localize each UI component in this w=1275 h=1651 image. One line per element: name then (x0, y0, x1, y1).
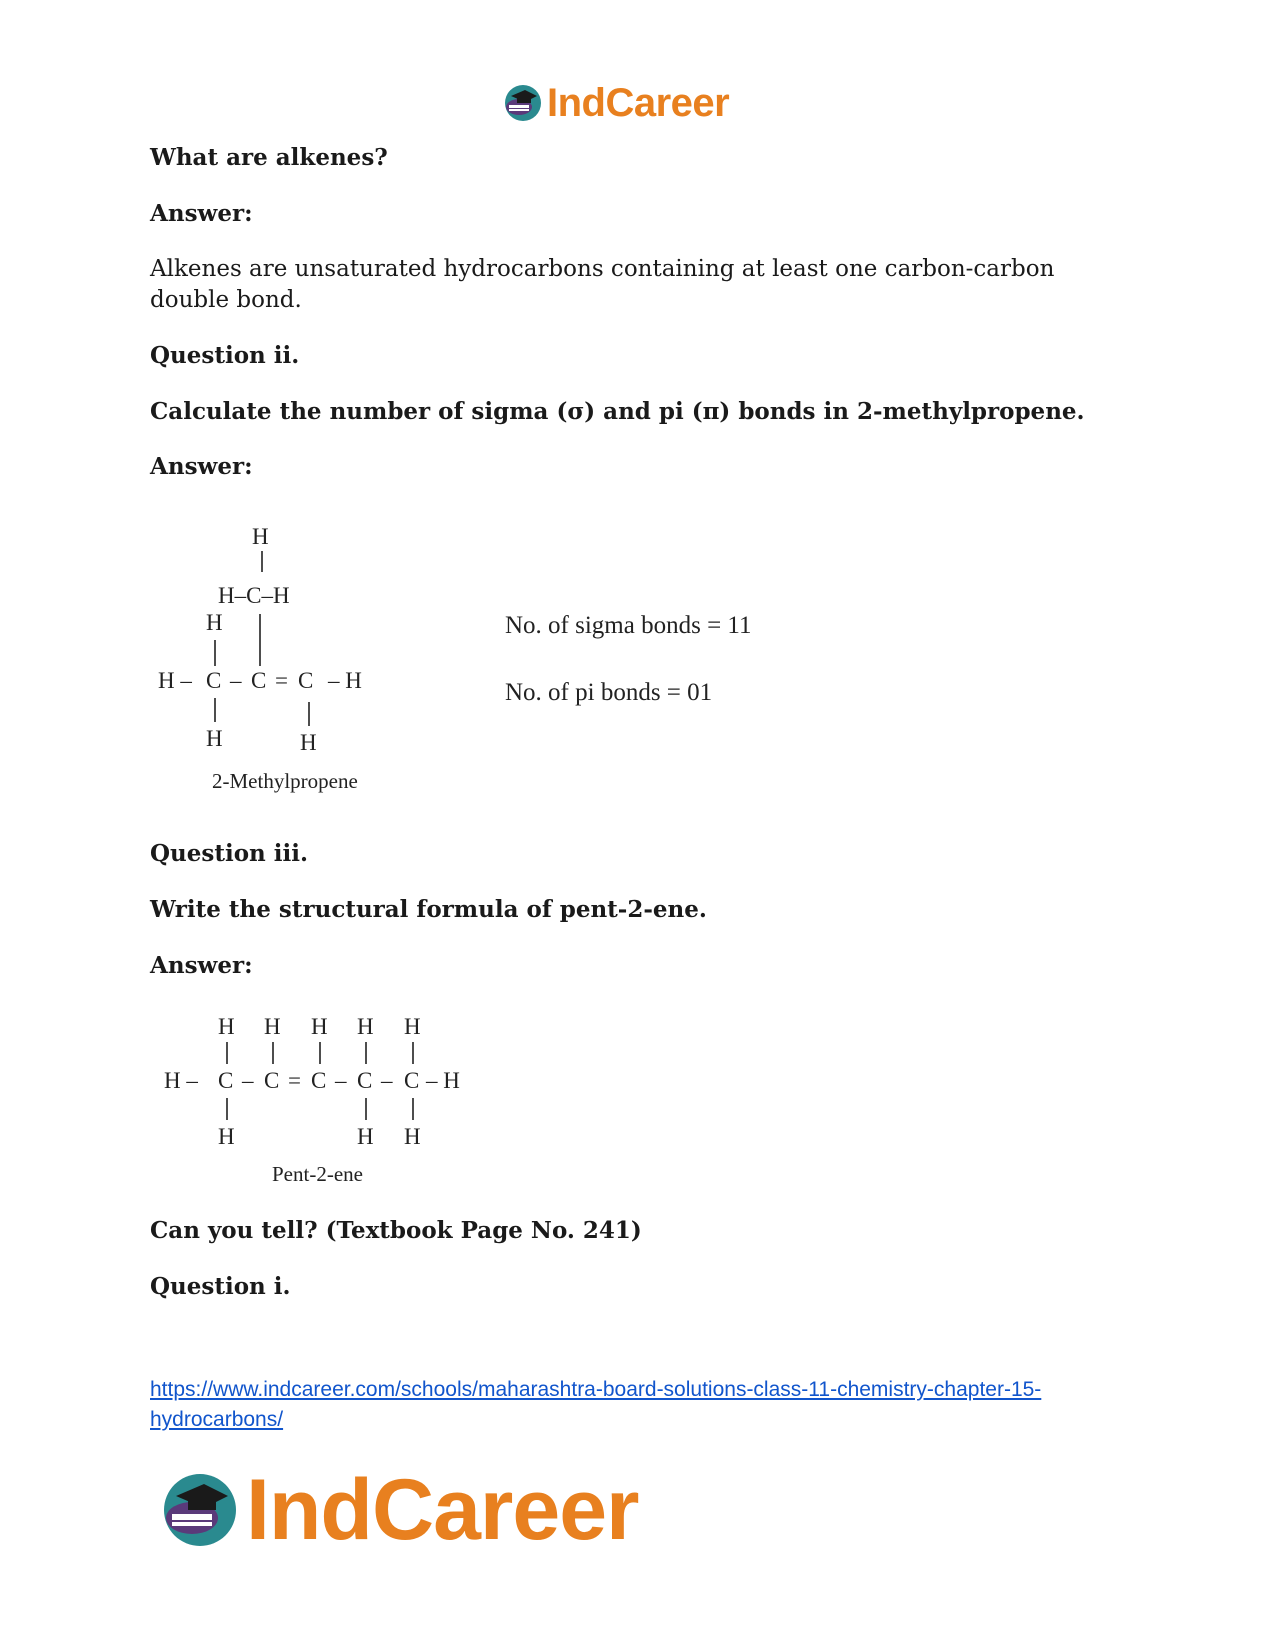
atom-h: H (264, 1014, 281, 1039)
question-ii-label: Question ii. (150, 342, 300, 369)
structure-caption: Pent-2-ene (272, 1162, 363, 1186)
answer-label-3: Answer: (150, 952, 253, 979)
atom-minus-h: – H (426, 1068, 460, 1093)
bond-single: – (335, 1068, 347, 1093)
section-heading-can-you-tell: Can you tell? (Textbook Page No. 241) (150, 1217, 642, 1244)
atom-h: H (357, 1124, 374, 1149)
question-what-are-alkenes: What are alkenes? (150, 144, 388, 171)
atom-c: C (404, 1068, 420, 1093)
bond-single: – (242, 1068, 254, 1093)
graduation-cap-book-globe-icon (503, 83, 543, 123)
atom-h: H (404, 1014, 421, 1039)
atom-h-minus: H – (158, 668, 192, 693)
atom-c: C (251, 668, 267, 693)
atom-c: C (357, 1068, 373, 1093)
atom-c: C (218, 1068, 234, 1093)
atom-c: C (298, 668, 314, 693)
question-i-label: Question i. (150, 1273, 291, 1300)
logo-text: IndCareer (547, 80, 730, 125)
methylpropene-structure (150, 520, 390, 810)
answer-label-2: Answer: (150, 453, 253, 480)
atom-h: H (252, 524, 269, 549)
atom-minus-h: – H (328, 668, 362, 693)
answer-label-1: Answer: (150, 200, 253, 227)
question-iii-text: Write the structural formula of pent-2-ene. (150, 896, 707, 923)
atom-h: H (357, 1014, 374, 1039)
atom-hch: H–C–H (218, 583, 290, 608)
question-iii-label: Question iii. (150, 840, 308, 867)
bond-single: – (230, 668, 242, 693)
bond-single: – (381, 1068, 393, 1093)
graduation-cap-book-globe-icon (160, 1470, 240, 1550)
atom-c: C (206, 668, 222, 693)
atom-h: H (206, 726, 223, 751)
indcareer-logo-top (503, 78, 729, 128)
atom-h: H (311, 1014, 328, 1039)
atom-c: C (264, 1068, 280, 1093)
indcareer-logo-bottom (160, 1461, 639, 1558)
atom-h-minus: H – (164, 1068, 198, 1093)
bond-double: = (288, 1068, 301, 1093)
bond-double: = (275, 668, 288, 693)
structure-caption: 2-Methylpropene (212, 769, 358, 793)
pent-2-ene-structure (150, 1010, 490, 1190)
atom-h: H (300, 730, 317, 755)
sigma-bond-count: No. of sigma bonds = 11 (505, 612, 752, 639)
logo-text: IndCareer (246, 1461, 639, 1558)
pi-bond-count: No. of pi bonds = 01 (505, 679, 713, 706)
answer-text-1: Alkenes are unsaturated hydrocarbons containing at least one carbon-carbon double bond. (150, 256, 1055, 313)
question-ii-text: Calculate the number of sigma (σ) and pi (π) bonds in 2-methylpropene. (150, 398, 1085, 425)
source-link[interactable]: https://www.indcareer.com/schools/maharashtra-board-solutions-class-11-chemistry-chapter-15-hydrocarbons/ (150, 1378, 1042, 1431)
atom-c: C (311, 1068, 327, 1093)
atom-h: H (218, 1014, 235, 1039)
atom-h: H (404, 1124, 421, 1149)
atom-h: H (206, 610, 223, 635)
atom-h: H (218, 1124, 235, 1149)
